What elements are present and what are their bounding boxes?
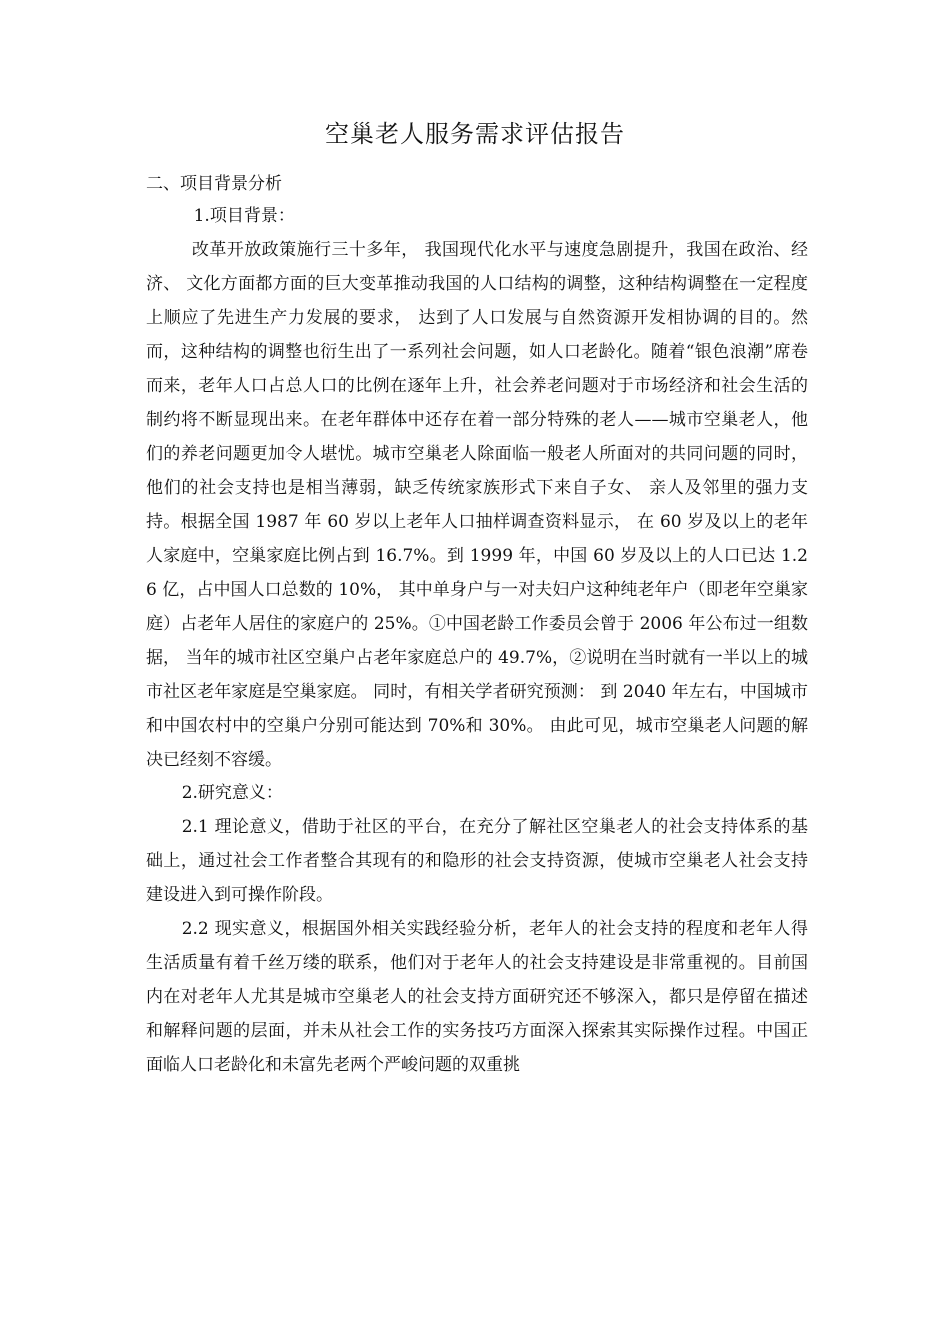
document-title: 空巢老人服务需求评估报告 xyxy=(325,120,625,148)
document-body xyxy=(146,168,808,1082)
practical-significance-paragraph: 2.2 现实意义，根据国外相关实践经验分析，老年人的社会支持的程度和老年人得生活质量有着千丝万缕的联系，他们对于老年人的社会支持建设是非常重视的。目前国内在对老年人尤其是城市空巢老人的社会支持方面研究还不够深入，都只是停留在描述和解释问题的层面，并未从社会工作的实务技巧方面深入探索其实际操作过程。中国正面临人口老龄化和未富先老两个严峻问题的双重挑 xyxy=(146,919,808,1075)
project-background-heading: 1.项目背景： xyxy=(193,206,295,226)
research-significance-heading: 2.研究意义： xyxy=(181,783,283,803)
background-paragraph: 改革开放政策施行三十多年， 我国现代化水平与速度急剧提升，我国在政治、经济、 文化方面都方面的巨大变革推动我国的人口结构的调整，这种结构调整在一定程度上顺应了先进生产力发展的要求， 达到了人口发展与自然资源开发相协调的目的。然而，这种结构的调整也衍生出了一系列社会问题，如人口老龄化。随着“银色浪潮”席卷而来，老年人口占总人口的比例在逐年上升，社会养老问题对于市场经济和社会生活的制约将不断显现出来。在老年群体中还存在着一部分特殊的老人——城市空巢老人，他们的养老问题更加令人堪忧。城市空巢老人除面临一般老人所面对的共同问题的同时，他们的社会支持也是相当薄弱，缺乏传统家族形式下来自子女、 亲人及邻里的强力支持。根据全国 1987 年 60 岁以上老年人口抽样调查资料显示， 在 60 岁及以上的老年人家庭中，空巢家庭比例占到 16.7%。到 1999 年，中国 60 岁及以上的人口已达 1.26 亿，占中国人口总数的 10%， 其中单身户与一对夫妇户这种纯老年户（即老年空巢家庭）占老年人居住的家庭户的 25%。①中国老龄工作委员会曾于 2006 年公布过一组数据， 当年的城市社区空巢户占老年家庭总户的 49.7%，②说明在当时就有一半以上的城市社区老年家庭是空巢家庭。 同时，有相关学者研究预测： 到 2040 年左右，中国城市和中国农村中的空巢户分别可能达到 70%和 30%。 由此可见，城市空巢老人问题的解决已经刻不容缓。 xyxy=(146,240,808,770)
theory-significance-paragraph: 2.1 理论意义，借助于社区的平台，在充分了解社区空巢老人的社会支持体系的基础上，通过社会工作者整合其现有的和隐形的社会支持资源，使城市空巢老人社会支持建设进入到可操作阶段。 xyxy=(146,817,808,905)
section-heading: 二、项目背景分析 xyxy=(146,174,282,194)
